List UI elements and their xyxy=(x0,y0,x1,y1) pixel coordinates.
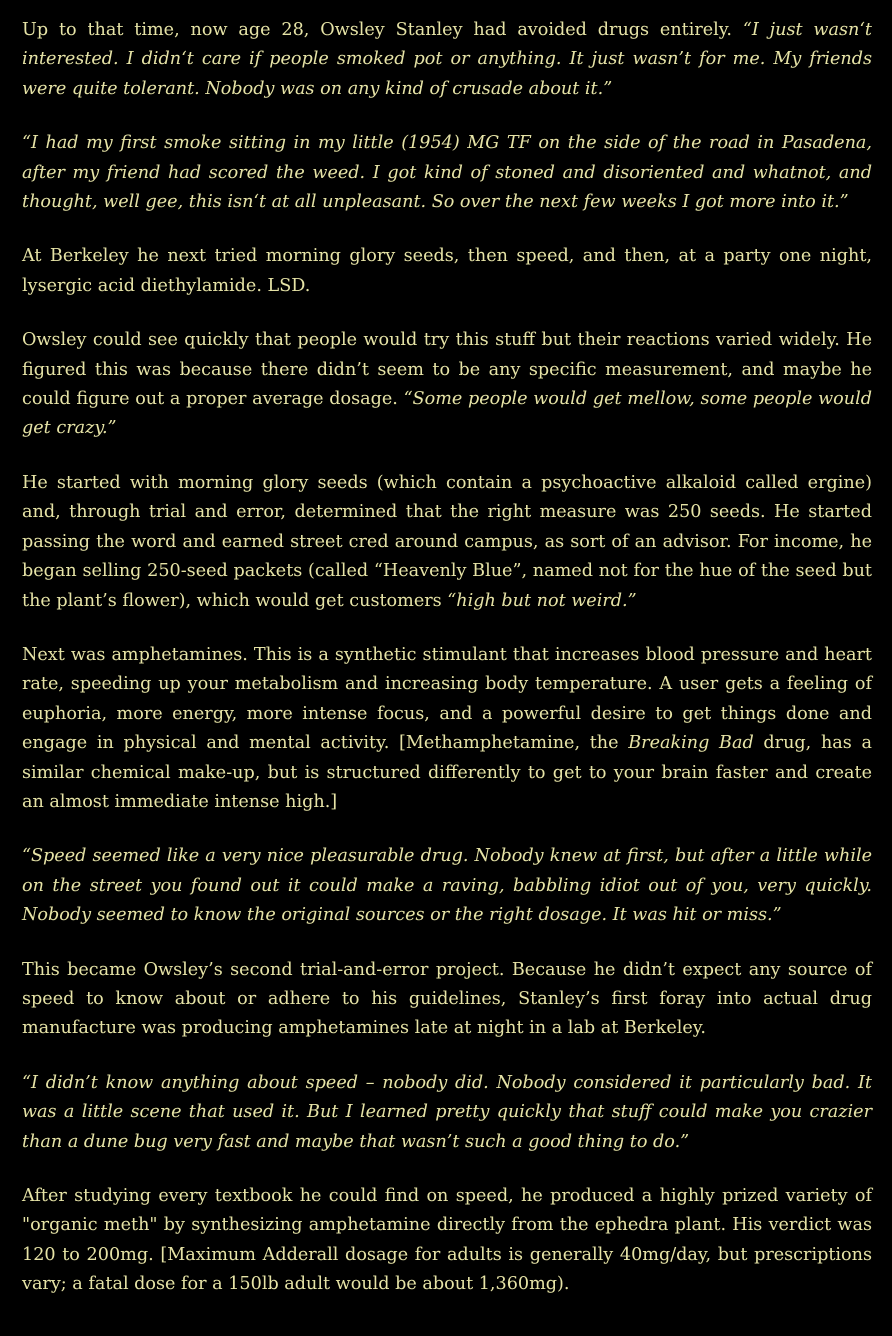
paragraph-6-text-start: Next was amphetamines. This is a synthetic stimulant that increases blood pressure and heart rate, speeding up your metabolism and increasing body temperature. A user gets a feeling of euphoria, more energy, more intense focus, and a powerful desire to get things done and engage in physical and mental activity. [Methamphetamine, the xyxy=(22,644,872,754)
paragraph-2 xyxy=(22,129,872,217)
paragraph-8 xyxy=(22,956,872,1044)
paragraph-6-text-end: drug, has a similar chemical make-up, but is structured differently to get to your brain faster and create an almost immediate intense high.] xyxy=(22,733,872,812)
paragraph-6-title: Breaking Bad xyxy=(628,733,754,754)
paragraph-2-quote: “I had my first smoke sitting in my little (1954) MG TF on the side of the road in Pasadena, after my friend had scored the weed. I got kind of stoned and disoriented and whatnot, and thought, well gee, this isn‘t at all unpleasant. So over the next few weeks I got more into it.” xyxy=(22,133,872,213)
paragraph-5-text: He started with morning glory seeds (which contain a psychoactive alkaloid called ergine) and, through trial and error, determined that the right measure was 250 seeds. He started passing the word and earned street cred around campus, as sort of an advisor. For income, he began selling 250-seed packets (called “Heavenly Blue”, named not for the hue of the seed but the plant’s flower), which would get customers xyxy=(22,472,872,611)
paragraph-4-text: Owsley could see quickly that people would try this stuff but their reactions varied widely. He figured this was because there didn’t seem to be any specific measurement, and maybe he could figure out a proper average dosage. xyxy=(22,330,872,410)
paragraph-3-text: At Berkeley he next tried morning glory seeds, then speed, and then, at a party one night, lysergic acid diethylamide. LSD. xyxy=(22,246,872,296)
paragraph-1 xyxy=(22,16,872,104)
paragraph-5 xyxy=(22,469,872,616)
paragraph-5-quote: “high but not weird.” xyxy=(447,590,637,611)
paragraph-9-quote: “I didn’t know anything about speed – nobody did. Nobody considered it particularly bad. It was a little scene that used it. But I learned pretty quickly that stuff could make you crazier than a dune bug very fast and maybe that wasn’t such a good thing to do.” xyxy=(22,1072,872,1152)
paragraph-9 xyxy=(22,1069,872,1157)
paragraph-1-text: Up to that time, now age 28, Owsley Stanley had avoided drugs entirely. xyxy=(22,20,743,40)
paragraph-1-quote: “I just wasn‘t interested. I didn‘t care if people smoked pot or anything. It just wasn’t for me. My friends were quite tolerant. Nobody was on any kind of crusade about it.” xyxy=(22,20,872,99)
paragraph-8-text: This became Owsley’s second trial-and-error project. Because he didn’t expect any source of speed to know about or adhere to his guidelines, Stanley’s first foray into actual drug manufacture was producing amphetamines late at night in a lab at Berkeley. xyxy=(22,959,872,1039)
paragraph-7-quote: “Speed seemed like a very nice pleasurable drug. Nobody knew at first, but after a little while on the street you found out it could make a raving, babbling idiot out of you, very quickly. Nobody seemed to know the original sources or the right dosage. It was hit or miss.” xyxy=(22,846,872,926)
paragraph-10 xyxy=(22,1182,872,1300)
paragraph-4 xyxy=(22,326,872,444)
paragraph-3 xyxy=(22,242,872,301)
paragraph-7 xyxy=(22,842,872,930)
paragraph-10-text: After studying every textbook he could find on speed, he produced a highly prized variety of "organic meth" by synthesizing amphetamine directly from the ephedra plant. His verdict was 120 to 200mg. [Maximum Adderall dosage for adults is generally 40mg/day, but prescriptions vary; a fatal dose for a 150lb adult would be about 1,360mg). xyxy=(22,1186,872,1295)
paragraph-4-quote: “Some people would get mellow, some people would get crazy.” xyxy=(22,389,872,439)
paragraph-6 xyxy=(22,641,872,817)
